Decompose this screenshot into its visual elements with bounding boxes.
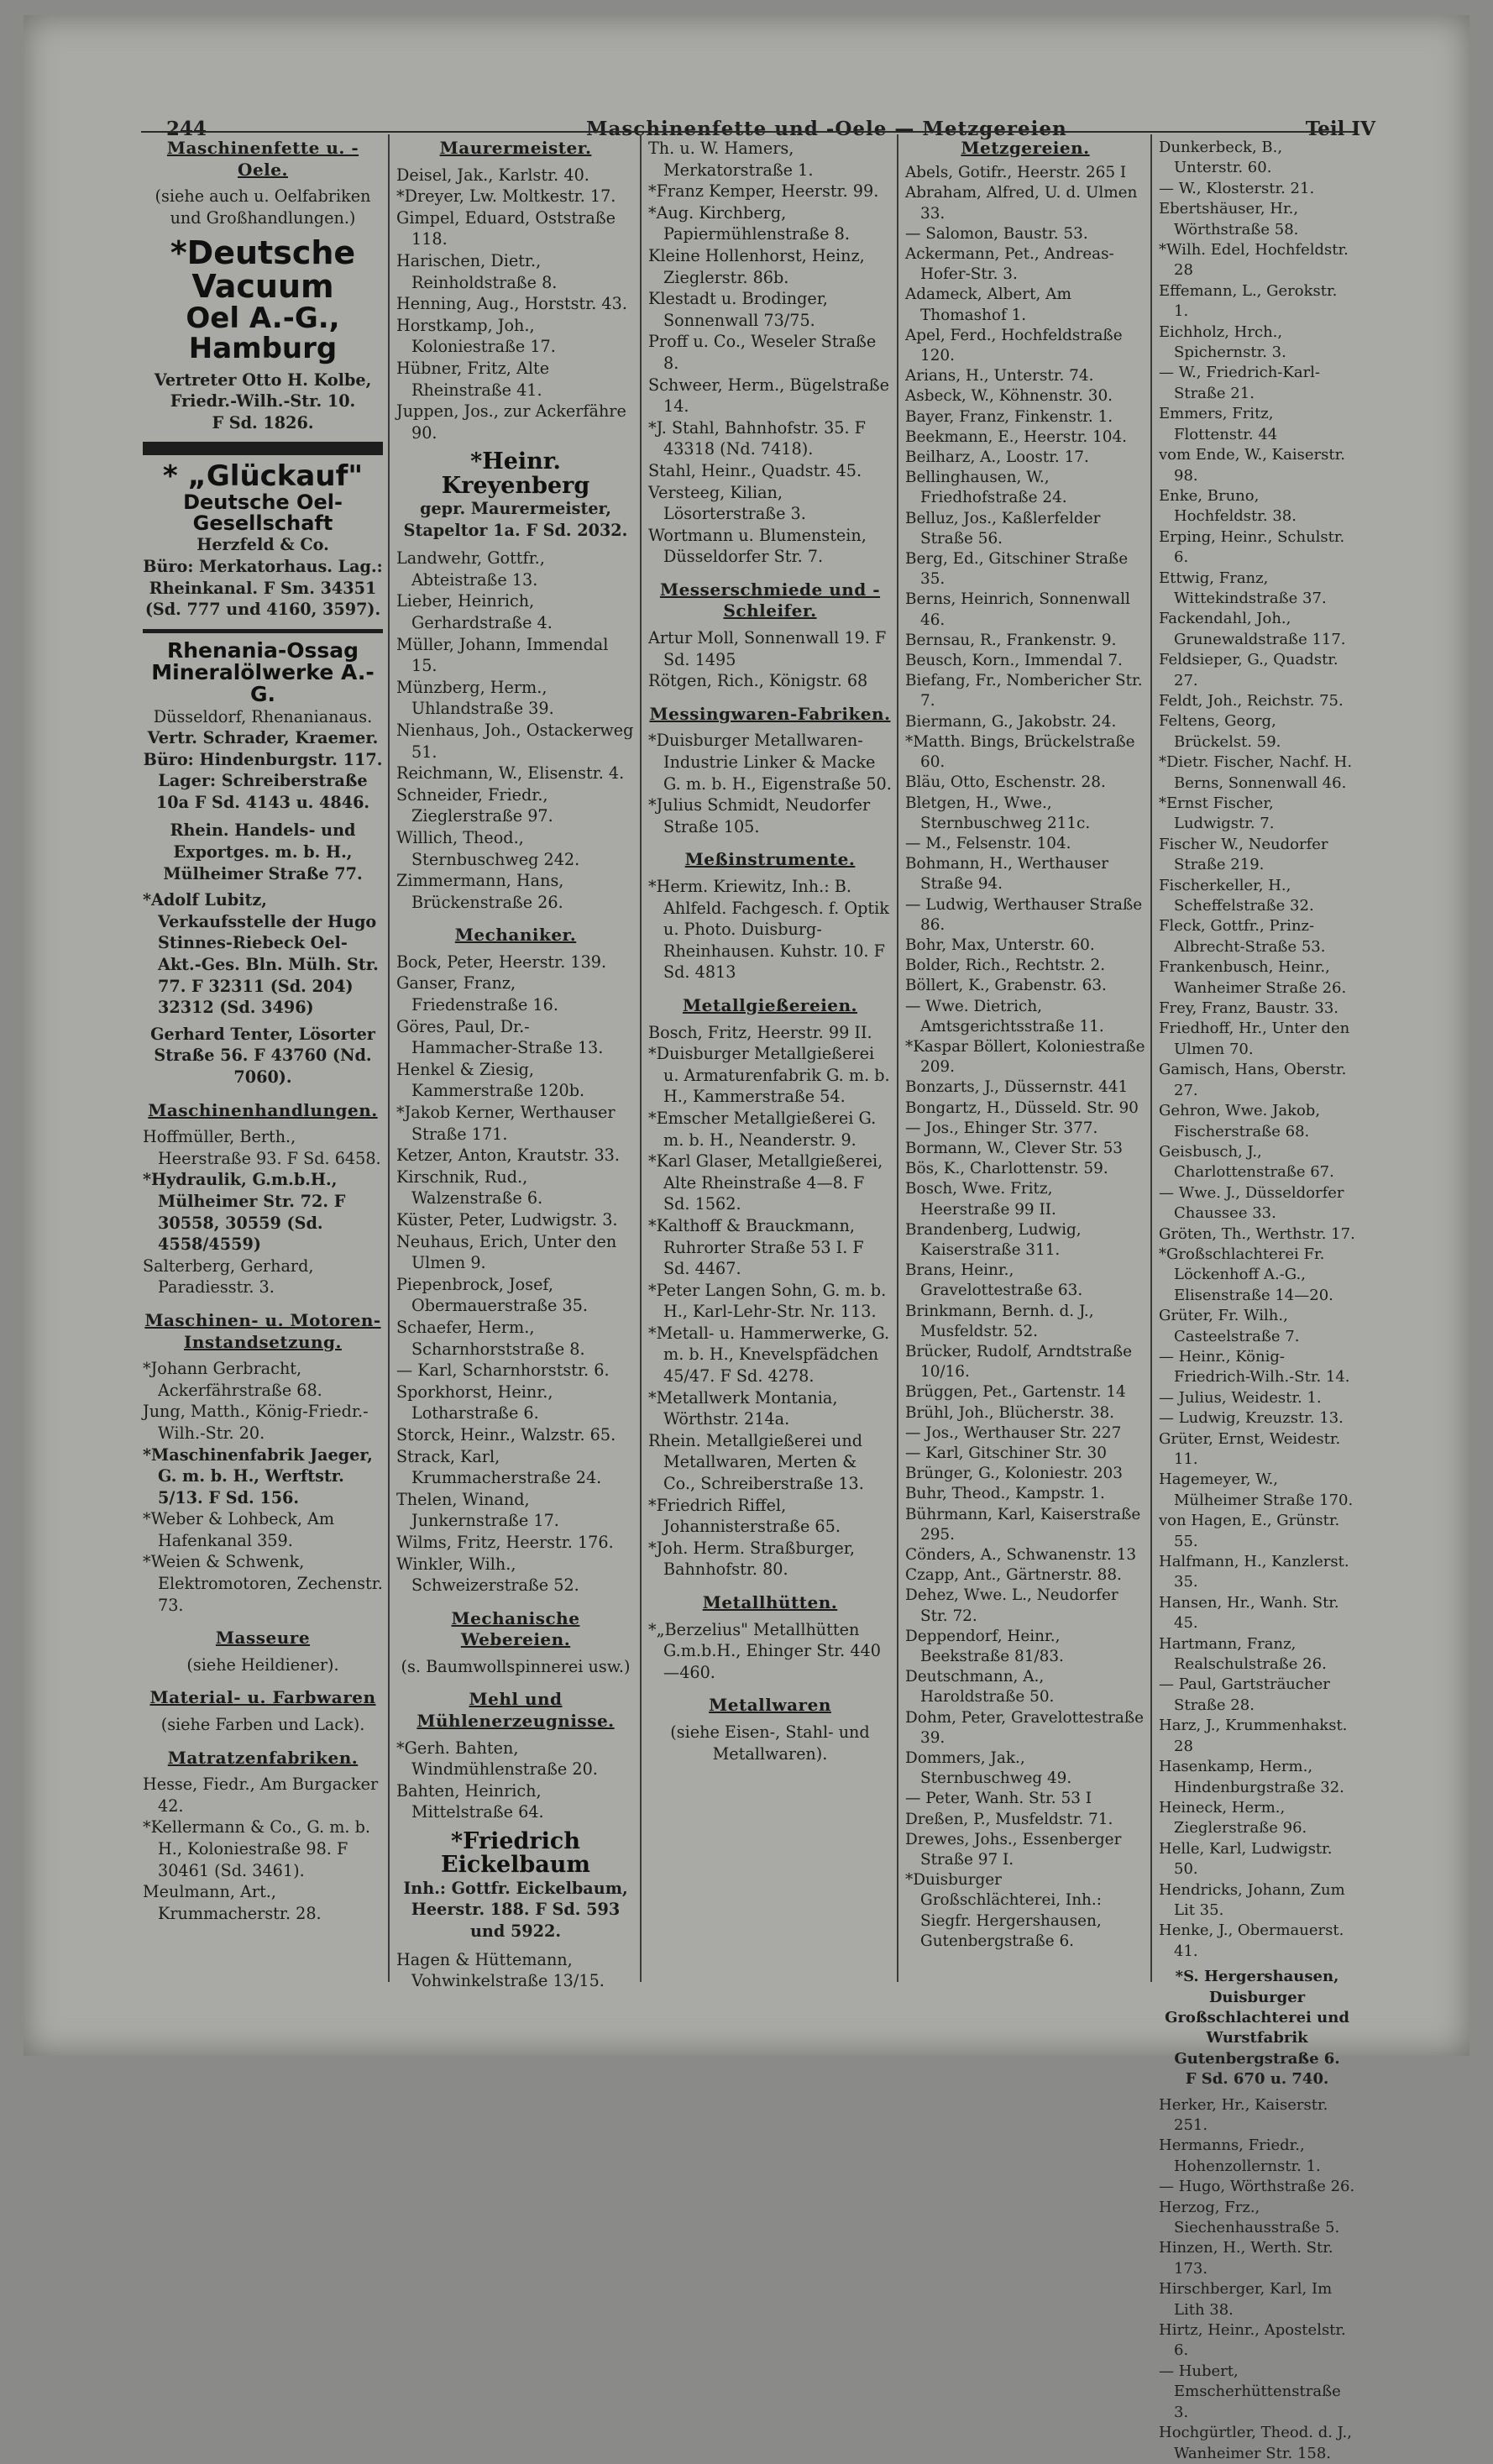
list-item: Gehron, Wwe. Jakob, Fischerstraße 68. bbox=[1159, 1102, 1321, 1140]
list-item: — Hugo, Wörthstraße 26. bbox=[1159, 2178, 1355, 2196]
list-item: Brünger, G., Koloniestr. 203 bbox=[905, 1465, 1123, 1483]
list-item: Gerhard Tenter, Lösorter Straße 56. F 43760 (Nd. 7060). bbox=[150, 1024, 375, 1087]
section-heading: Maschinenhandlungen. bbox=[148, 1099, 378, 1120]
list-item: *„Berzelius" Metallhütten G.m.b.H., Ehinger Str. 440—460. bbox=[648, 1619, 881, 1682]
entry-list bbox=[648, 138, 892, 568]
list-item: von Hagen, E., Grünstr. 55. bbox=[1159, 1512, 1340, 1550]
list-item: Deutschmann, A., Haroldstraße 50. bbox=[905, 1668, 1055, 1706]
entry-list bbox=[648, 1619, 892, 1684]
list-item: Berns, Heinrich, Sonnenwall 46. bbox=[905, 590, 1130, 629]
list-item: Buhr, Theod., Kampstr. 1. bbox=[905, 1485, 1105, 1503]
section-heading: Metallgießereien. bbox=[682, 994, 858, 1015]
list-item: Rhein. Metallgießerei und Metallwaren, Merten & Co., Schreiberstraße 13. bbox=[648, 1430, 864, 1494]
list-item: — Paul, Gartsträucher Straße 28. bbox=[1159, 1675, 1330, 1714]
section-heading: Material- u. Farbwaren bbox=[149, 1687, 376, 1708]
list-item: — Ludwig, Werthauser Straße 86. bbox=[905, 895, 1143, 934]
ad-text: Vertreter Otto H. Kolbe, Friedr.-Wilh.-Str. 10. bbox=[154, 370, 372, 412]
list-item: Nienhaus, Joh., Ostackerweg 51. bbox=[396, 720, 634, 762]
section-heading: Maurermeister. bbox=[439, 138, 592, 158]
list-item: *Herm. Kriewitz, Inh.: B. Ahlfeld. Fachgesch. f. Optik u. Photo. Duisburg-Rheinhausen. Kuhstr. 10. F Sd. 4813 bbox=[648, 877, 889, 983]
list-item: Münzberg, Herm., Uhlandstraße 39. bbox=[396, 677, 554, 719]
list-item: Hoffmüller, Berth., Heerstraße 93. F Sd. 6458. bbox=[143, 1127, 381, 1168]
list-item: Dreßen, P., Musfeldstr. 71. bbox=[905, 1810, 1113, 1828]
list-item: Hagen & Hüttemann, Vohwinkelstraße 13/15. bbox=[396, 1949, 605, 1991]
entry-list bbox=[396, 952, 635, 1596]
list-item: — Jos., Werthauser Str. 227 bbox=[905, 1423, 1122, 1442]
column-divider bbox=[897, 134, 898, 1982]
list-item: Beekmann, E., Heerstr. 104. bbox=[905, 427, 1128, 446]
list-item: Hermanns, Friedr., Hohenzollernstr. 1. bbox=[1159, 2136, 1321, 2175]
list-item: Grüter, Ernst, Weidestr. 11. bbox=[1159, 1429, 1341, 1468]
list-item: *Friedrich Riffel, Johannisterstraße 65. bbox=[648, 1495, 841, 1537]
list-item: *Ernst Fischer, Ludwigstr. 7. bbox=[1159, 794, 1275, 833]
list-item: *Weien & Schwenk, Elektromotoren, Zechenstr. 73. bbox=[143, 1552, 383, 1615]
list-item: Artur Moll, Sonnenwall 19. F Sd. 1495 bbox=[648, 628, 887, 669]
list-item: Hochgürtler, Theod. d. J., Wanheimer Str. 158. bbox=[1159, 2424, 1352, 2462]
list-item: Juppen, Jos., zur Ackerfähre 90. bbox=[396, 401, 626, 443]
entry-list bbox=[648, 730, 892, 837]
entry-list bbox=[1159, 138, 1355, 1962]
list-item: *Kellermann & Co., G. m. b. H., Koloniestraße 98. F 30461 (Sd. 3461). bbox=[143, 1817, 371, 1880]
list-item: — Heinr., König-Friedrich-Wilh.-Str. 14. bbox=[1159, 1347, 1350, 1387]
list-item: Fischer W., Neudorfer Straße 219. bbox=[1159, 835, 1328, 874]
list-item: *Maschinenfabrik Jaeger, G. m. b. H., Werftstr. 5/13. F Sd. 156. bbox=[143, 1444, 373, 1507]
list-item: Brüggen, Pet., Gartenstr. 14 bbox=[905, 1383, 1126, 1402]
list-item: Geisbusch, J., Charlottenstraße 67. bbox=[1159, 1142, 1334, 1182]
advertisement-glueckauf bbox=[143, 459, 383, 620]
section-heading: Metallhütten. bbox=[702, 1592, 838, 1612]
section-heading: Metzgereien. bbox=[961, 138, 1090, 158]
list-item: Hagemeyer, W., Mülheimer Straße 170. bbox=[1159, 1471, 1354, 1509]
list-item: Feltens, Georg, Brückelst. 59. bbox=[1159, 712, 1281, 751]
list-item: *Aug. Kirchberg, Papiermühlenstraße 8. bbox=[648, 202, 850, 244]
list-item: Bläu, Otto, Eschenstr. 28. bbox=[905, 773, 1106, 792]
list-item: Deppendorf, Heinr., Beekstraße 81/83. bbox=[905, 1627, 1064, 1666]
entry-list bbox=[648, 627, 892, 692]
list-item: Enke, Bruno, Hochfeldstr. 38. bbox=[1159, 486, 1297, 526]
ad-title: *Heinr. Kreyenberg bbox=[441, 448, 590, 499]
list-item: — Peter, Wanh. Str. 53 I bbox=[905, 1790, 1092, 1808]
section-heading: Maschinen- u. Motoren-Instandsetzung. bbox=[144, 1309, 381, 1352]
list-item: Bonzarts, J., Düssernstr. 441 bbox=[905, 1078, 1129, 1097]
list-item: Lieber, Heinrich, Gerhardstraße 4. bbox=[396, 591, 553, 632]
list-item: Hendricks, Johann, Zum Lit 35. bbox=[1159, 1880, 1345, 1919]
list-item: Bahten, Heinrich, Mittelstraße 64. bbox=[396, 1780, 544, 1822]
list-item: *Duisburger Großschlächterei, Inh.: Siegfr. Hergershausen, Gutenbergstraße 6. bbox=[905, 1871, 1102, 1950]
column-5 bbox=[1159, 138, 1355, 2462]
list-item: *Metallwerk Montania, Wörthstr. 214a. bbox=[648, 1387, 838, 1429]
list-item: *Franz Kemper, Heerstr. 99. bbox=[648, 181, 879, 202]
list-item: — Julius, Weidestr. 1. bbox=[1159, 1388, 1322, 1407]
list-item: Asbeck, W., Köhnenstr. 30. bbox=[905, 387, 1113, 406]
part-label: Teil IV bbox=[1305, 118, 1375, 140]
list-item: Ganser, Franz, Friedenstraße 16. bbox=[396, 973, 558, 1015]
list-item: Bös, K., Charlottenstr. 59. bbox=[905, 1160, 1108, 1178]
list-item: Thelen, Winand, Junkernstraße 17. bbox=[396, 1489, 559, 1531]
list-item: Abels, Gotifr., Heerstr. 265 I bbox=[905, 164, 1127, 182]
list-item: Schweer, Herm., Bügelstraße 14. bbox=[648, 375, 889, 417]
list-item: Winkler, Wilh., Schweizerstraße 52. bbox=[396, 1554, 579, 1596]
entry-list bbox=[396, 1738, 635, 1823]
list-item: Dunkerbeck, B., Unterstr. 60. bbox=[1159, 139, 1283, 177]
page-number: 244 bbox=[166, 118, 207, 140]
list-item: Czapp, Ant., Gärtnerstr. 88. bbox=[905, 1566, 1122, 1585]
advertisement-deutsche-vacuum bbox=[143, 234, 383, 433]
list-item: *Joh. Herm. Straßburger, Bahnhofstr. 80. bbox=[648, 1538, 855, 1580]
ad-title: Rhenania-Ossag bbox=[166, 637, 359, 663]
list-item: Th. u. W. Hamers, Merkatorstraße 1. bbox=[648, 139, 814, 180]
ad-text: Duisburger Großschlachterei und Wurstfabrik bbox=[1165, 1988, 1349, 2047]
list-item: *Kaspar Böllert, Koloniestraße 209. bbox=[905, 1037, 1145, 1077]
list-item: Frankenbusch, Heinr., Wanheimer Straße 26. bbox=[1159, 958, 1347, 997]
section-heading: Mehl und Mühlenerzeugnisse. bbox=[416, 1689, 615, 1732]
list-item: Rhein. Handels- und Exportges. m. b. H., Mülheimer Straße 77. bbox=[163, 820, 363, 883]
list-item: *Karl Glaser, Metallgießerei, Alte Rheinstraße 4—8. F Sd. 1562. bbox=[648, 1151, 883, 1214]
list-item: *Matth. Bings, Brückelstraße 60. bbox=[905, 732, 1135, 772]
ad-title: Mineralölwerke A.-G. bbox=[151, 660, 375, 707]
running-title: Maschinenfette und -Oele — Metzgereien bbox=[586, 118, 1067, 140]
section-heading: Meßinstrumente. bbox=[684, 849, 856, 870]
section-note: (siehe Eisen-, Stahl- und Metallwaren). bbox=[670, 1722, 870, 1764]
column-divider bbox=[388, 134, 390, 1982]
list-item: *Duisburger Metallgießerei u. Armaturenfabrik G. m. b. H., Kammerstraße 54. bbox=[648, 1044, 890, 1107]
list-item: Salterberg, Gerhard, Paradiesstr. 3. bbox=[143, 1256, 314, 1298]
list-item: — Hubert, Emscherhüttenstraße 3. bbox=[1159, 2362, 1341, 2421]
list-item: *J. Stahl, Bahnhofstr. 35. F 43318 (Nd. 7418). bbox=[648, 417, 866, 459]
list-item: Hirtz, Heinr., Apostelstr. 6. bbox=[1159, 2321, 1346, 2360]
ad-text: *S. Hergershausen, bbox=[1175, 1968, 1339, 1986]
list-item: *Hydraulik, G.m.b.H., Mülheimer Str. 72. F 30558, 30559 (Sd. 4558/4559) bbox=[143, 1170, 346, 1255]
list-item: Strack, Karl, Krummacherstraße 24. bbox=[396, 1446, 602, 1488]
list-item: Bletgen, H., Wwe., Sternbuschweg 211c. bbox=[905, 794, 1091, 832]
list-item: Wortmann u. Blumenstein, Düsseldorfer Str. 7. bbox=[648, 525, 867, 567]
list-item: Hesse, Fiedr., Am Burgacker 42. bbox=[143, 1775, 379, 1816]
list-item: Müller, Johann, Immendal 15. bbox=[396, 634, 609, 676]
list-item: *Metall- u. Hammerwerke, G. m. b. H., Knevelspfädchen 45/47. F Sd. 4278. bbox=[648, 1323, 890, 1387]
list-item: Ebertshäuser, Hr., Wörthstraße 58. bbox=[1159, 200, 1299, 239]
list-item: Göres, Paul, Dr.-Hammacher-Straße 13. bbox=[396, 1016, 604, 1058]
list-item: Bohmann, H., Werthauser Straße 94. bbox=[905, 855, 1109, 894]
list-item: Biefang, Fr., Nombericher Str. 7. bbox=[905, 672, 1143, 710]
list-item: — Ludwig, Kreuzstr. 13. bbox=[1159, 1409, 1344, 1428]
ad-text: Büro: Merkatorhaus. Lag.: Rheinkanal. F Sm. 34351 (Sd. 777 und 4160, 3597). bbox=[143, 556, 383, 620]
list-item: Bosch, Fritz, Heerstr. 99 II. bbox=[648, 1022, 872, 1042]
section-note: (siehe Heildiener). bbox=[186, 1654, 339, 1675]
column-1 bbox=[143, 138, 383, 2002]
list-item: Frey, Franz, Baustr. 33. bbox=[1159, 999, 1339, 1018]
list-item: Storck, Heinr., Walzstr. 65. bbox=[396, 1424, 616, 1444]
ad-title: *Deutsche Vacuum bbox=[170, 234, 356, 306]
list-item: Helle, Karl, Ludwigstr. 50. bbox=[1159, 1839, 1333, 1879]
list-item: Küster, Peter, Ludwigstr. 3. bbox=[396, 1210, 618, 1229]
column-4 bbox=[905, 138, 1145, 2002]
list-item: vom Ende, W., Kaiserstr. 98. bbox=[1159, 446, 1345, 485]
ad-text: Vertr. Schrader, Kraemer. Büro: Hindenburgstr. 117. Lager: Schreiberstraße 10a F Sd. 4143 u. 4846. bbox=[143, 728, 383, 812]
column-2 bbox=[396, 138, 635, 2002]
list-item: Rötgen, Rich., Königstr. 68 bbox=[648, 671, 868, 691]
list-item: *Duisburger Metallwaren-Industrie Linker & Macke G. m. b. H., Eigenstraße 50. bbox=[648, 731, 892, 794]
ad-text: Herzfeld & Co. bbox=[196, 535, 329, 555]
column-3 bbox=[648, 138, 892, 2002]
entry-list bbox=[905, 163, 1145, 1952]
list-item: Landwehr, Gottfr., Abteistraße 13. bbox=[396, 548, 545, 590]
list-item: *Kalthoff & Brauckmann, Ruhrorter Straße 53 I. F Sd. 4467. bbox=[648, 1215, 864, 1279]
list-item: Piepenbrock, Josef, Obermauerstraße 35. bbox=[396, 1274, 589, 1316]
list-item: Effemann, L., Gerokstr. 1. bbox=[1159, 281, 1338, 321]
entry-list bbox=[1159, 2095, 1355, 2464]
advertisement-eickelbaum bbox=[396, 1830, 635, 1942]
list-item: Fackendahl, Joh., Grunewaldstraße 117. bbox=[1159, 610, 1346, 648]
list-item: Bellinghausen, W., Friedhofstraße 24. bbox=[905, 469, 1067, 507]
list-item: Sporkhorst, Heinr., Lotharstraße 6. bbox=[396, 1381, 553, 1423]
list-item: Bohr, Max, Unterstr. 60. bbox=[905, 936, 1095, 954]
list-item: Fleck, Gottfr., Prinz-Albrecht-Straße 53. bbox=[1159, 917, 1326, 956]
list-item: Reichmann, W., Elisenstr. 4. bbox=[396, 763, 625, 784]
list-item: Halfmann, H., Kanzlerst. 35. bbox=[1159, 1553, 1349, 1591]
section-heading: Metallwaren bbox=[709, 1695, 831, 1716]
list-item: Feldt, Joh., Reichstr. 75. bbox=[1159, 691, 1344, 710]
ad-title: Oel A.-G., Hamburg bbox=[186, 301, 340, 365]
list-item: Meulmann, Art., Krummacherstr. 28. bbox=[143, 1882, 322, 1923]
list-item: Bolder, Rich., Rechtstr. 2. bbox=[905, 957, 1106, 975]
list-item: Friedhoff, Hr., Unter den Ulmen 70. bbox=[1159, 1020, 1350, 1058]
list-item: Biermann, G., Jakobstr. 24. bbox=[905, 712, 1117, 731]
list-item: Abraham, Alfred, U. d. Ulmen 33. bbox=[905, 184, 1138, 223]
ad-title: *Friedrich Eickelbaum bbox=[441, 1828, 590, 1879]
list-item: Bormann, W., Clever Str. 53 bbox=[905, 1139, 1123, 1157]
list-item: Emmers, Fritz, Flottenstr. 44 bbox=[1159, 405, 1278, 443]
list-item: Harischen, Dietr., Reinholdstraße 8. bbox=[396, 250, 558, 292]
entry-list bbox=[396, 165, 635, 444]
list-item: Gröten, Th., Werthstr. 17. bbox=[1159, 1224, 1355, 1243]
list-item: Willich, Theod., Sternbuschweg 242. bbox=[396, 827, 580, 869]
list-item: Bayer, Franz, Finkenstr. 1. bbox=[905, 407, 1113, 426]
entry-list bbox=[648, 876, 892, 983]
section-heading: Matratzenfabriken. bbox=[167, 1747, 359, 1768]
list-item: Herzog, Frz., Siechenhausstraße 5. bbox=[1159, 2198, 1340, 2237]
list-item: Berg, Ed., Gitschiner Straße 35. bbox=[905, 550, 1129, 589]
list-item: *Jakob Kerner, Werthauser Straße 171. bbox=[396, 1103, 616, 1144]
list-item: *Dietr. Fischer, Nachf. H. Berns, Sonnenwall 46. bbox=[1159, 753, 1353, 792]
list-item: Hübner, Fritz, Alte Rheinstraße 41. bbox=[396, 358, 550, 400]
list-item: Fischerkeller, H., Scheffelstraße 32. bbox=[1159, 876, 1314, 915]
list-item: Dohm, Peter, Gravelottestraße 39. bbox=[905, 1708, 1145, 1747]
list-item: Henke, J., Obermauerst. 41. bbox=[1159, 1921, 1344, 1960]
ad-text: F Sd. 1826. bbox=[212, 412, 314, 433]
list-item: Adameck, Albert, Am Thomashof 1. bbox=[905, 286, 1071, 324]
list-item: Gamisch, Hans, Oberstr. 27. bbox=[1159, 1061, 1347, 1099]
entry-list bbox=[648, 1022, 892, 1581]
list-item: Gimpel, Eduard, Oststraße 118. bbox=[396, 207, 616, 249]
list-item: — Wwe. Dietrich, Amtsgerichtsstraße 11. bbox=[905, 997, 1104, 1035]
list-item: Hirschberger, Karl, Im Lith 38. bbox=[1159, 2280, 1333, 2319]
list-item: — W., Klosterstr. 21. bbox=[1159, 179, 1315, 197]
section-heading: Messingwaren-Fabriken. bbox=[649, 703, 891, 724]
list-item: Brans, Heinr., Gravelottestraße 63. bbox=[905, 1261, 1083, 1300]
list-item: Ketzer, Anton, Krautstr. 33. bbox=[396, 1145, 620, 1166]
list-item: — W., Friedrich-Karl-Straße 21. bbox=[1159, 364, 1321, 402]
ad-separator-bar bbox=[143, 629, 383, 633]
list-item: Beusch, Korn., Immendal 7. bbox=[905, 652, 1123, 670]
list-item: Bongartz, H., Düsseld. Str. 90 bbox=[905, 1098, 1139, 1117]
entry-list bbox=[396, 548, 635, 913]
list-item: Bührmann, Karl, Kaiserstraße 295. bbox=[905, 1505, 1141, 1544]
list-item: *Großschlachterei Fr. Löckenhoff A.-G., Elisenstraße 14—20. bbox=[1159, 1245, 1333, 1304]
list-item: Brandenberg, Ludwig, Kaiserstraße 311. bbox=[905, 1220, 1082, 1259]
list-item: Belluz, Jos., Kaßlerfelder Straße 56. bbox=[905, 509, 1101, 548]
list-item: *Dreyer, Lw. Moltkestr. 17. bbox=[396, 186, 616, 207]
list-item: Zimmermann, Hans, Brückenstraße 26. bbox=[396, 871, 564, 912]
list-item: — M., Felsenstr. 104. bbox=[905, 834, 1071, 852]
list-item: Klestadt u. Brodinger, Sonnenwall 73/75. bbox=[648, 289, 828, 330]
list-item: Jung, Matth., König-Friedr.-Wilh.-Str. 20. bbox=[143, 1402, 369, 1443]
list-item: Deisel, Jak., Karlstr. 40. bbox=[396, 165, 589, 185]
list-item: Hasenkamp, Herm., Hindenburgstraße 32. bbox=[1159, 1758, 1344, 1796]
list-item: Apel, Ferd., Hochfeldstraße 120. bbox=[905, 326, 1123, 365]
section-note: (siehe auch u. Oelfabriken und Großhandlungen.) bbox=[155, 186, 371, 228]
section-note: (s. Baumwollspinnerei usw.) bbox=[401, 1656, 631, 1676]
list-item: Henning, Aug., Horststr. 43. bbox=[396, 294, 627, 314]
list-item: Schaefer, Herm., Scharnhorststraße 8. bbox=[396, 1317, 585, 1359]
advertisement-hergershausen bbox=[1159, 1967, 1355, 2089]
list-item: Kirschnik, Rud., Walzenstraße 6. bbox=[396, 1166, 543, 1208]
list-item: *Adolf Lubitz, Verkaufsstelle der Hugo Stinnes-Riebeck Oel-Akt.-Ges. Bln. Mülh. Str. 77. F 32311 (Sd. 204) 32312 (Sd. 3496) bbox=[143, 890, 379, 1018]
list-item: Beilharz, A., Loostr. 17. bbox=[905, 448, 1089, 467]
list-item: — Salomon, Baustr. 53. bbox=[905, 224, 1088, 243]
ad-separator-bar bbox=[143, 442, 383, 455]
ad-title: * „Glückauf" bbox=[162, 459, 364, 494]
list-item: Drewes, Johs., Essenberger Straße 97 I. bbox=[905, 1830, 1122, 1869]
advertisement-rhenania-ossag bbox=[143, 637, 383, 814]
ad-text: gepr. Maurermeister, Stapeltor 1a. F Sd. 2032. bbox=[403, 499, 628, 540]
ad-text: F Sd. 670 u. 740. bbox=[1185, 2070, 1329, 2089]
list-item: *Julius Schmidt, Neudorfer Straße 105. bbox=[648, 795, 871, 836]
list-item: Bock, Peter, Heerstr. 139. bbox=[396, 952, 607, 972]
list-item: Kleine Hollenhorst, Heinz, Zieglerstr. 86b. bbox=[648, 245, 865, 287]
list-item: Hinzen, H., Werth. Str. 173. bbox=[1159, 2239, 1333, 2278]
entry-list bbox=[396, 1949, 635, 1992]
list-item: Bosch, Wwe. Fritz, Heerstraße 99 II. bbox=[905, 1180, 1056, 1219]
list-item: Brinkmann, Bernh. d. J., Musfeldstr. 52. bbox=[905, 1302, 1094, 1340]
section-heading: Messerschmiede und -Schleifer. bbox=[659, 579, 881, 621]
list-item: Brücker, Rudolf, Arndtstraße 10/16. bbox=[905, 1342, 1133, 1381]
list-item: Proff u. Co., Weseler Straße 8. bbox=[648, 332, 877, 373]
list-item: *Wilh. Edel, Hochfeldstr. 28 bbox=[1159, 241, 1349, 280]
list-item: Wilms, Fritz, Heerstr. 176. bbox=[396, 1532, 614, 1552]
list-item: Bernsau, R., Frankenstr. 9. bbox=[905, 631, 1117, 649]
list-item: *Johann Gerbracht, Ackerfährstraße 68. bbox=[143, 1359, 322, 1400]
list-item: Schneider, Friedr., Zieglerstraße 97. bbox=[396, 784, 553, 826]
ad-text: Düsseldorf, Rhenanianaus. bbox=[153, 706, 373, 726]
list-item: Heineck, Herm., Zieglerstraße 96. bbox=[1159, 1798, 1307, 1838]
list-item: — Karl, Gitschiner Str. 30 bbox=[905, 1444, 1107, 1462]
list-item: Versteeg, Kilian, Lösorterstraße 3. bbox=[648, 482, 806, 524]
list-item: *Emscher Metallgießerei G. m. b. H., Neanderstr. 9. bbox=[648, 1108, 877, 1150]
list-item: Grüter, Fr. Wilh., Casteelstraße 7. bbox=[1159, 1307, 1300, 1345]
list-item: Horstkamp, Joh., Koloniestraße 17. bbox=[396, 315, 556, 357]
list-item: Dommers, Jak., Sternbuschweg 49. bbox=[905, 1749, 1072, 1788]
list-item: *Gerh. Bahten, Windmühlenstraße 20. bbox=[396, 1738, 598, 1780]
ad-text: Inh.: Gottfr. Eickelbaum, Heerstr. 188. F Sd. 593 und 5922. bbox=[403, 1878, 628, 1941]
list-item: Böllert, K., Grabenstr. 63. bbox=[905, 977, 1107, 995]
list-item: Feldsieper, G., Quadstr. 27. bbox=[1159, 651, 1338, 689]
section-note: (siehe Farben und Lack). bbox=[160, 1715, 365, 1735]
list-item: Ettwig, Franz, Wittekindstraße 37. bbox=[1159, 569, 1327, 607]
section-heading: Maschinenfette u. -Oele. bbox=[166, 138, 359, 180]
list-item: Hartmann, Franz, Realschulstraße 26. bbox=[1159, 1634, 1327, 1674]
list-item: — Karl, Scharnhorststr. 6. bbox=[396, 1360, 610, 1381]
list-item: — Jos., Ehinger Str. 377. bbox=[905, 1119, 1098, 1137]
list-item: Erping, Heinr., Schulstr. 6. bbox=[1159, 527, 1345, 567]
section-heading: Mechanische Webereien. bbox=[451, 1607, 580, 1650]
list-item: Neuhaus, Erich, Unter den Ulmen 9. bbox=[396, 1231, 617, 1273]
section-heading: Masseure bbox=[215, 1628, 311, 1649]
ad-title: Deutsche Oel-Gesellschaft bbox=[183, 490, 343, 536]
list-item: *Weber & Lohbeck, Am Hafenkanal 359. bbox=[143, 1509, 335, 1550]
list-item: Dehez, Wwe. L., Neudorfer Str. 72. bbox=[905, 1586, 1118, 1625]
list-item: Herker, Hr., Kaiserstr. 251. bbox=[1159, 2095, 1328, 2134]
list-item: Hansen, Hr., Wanh. Str. 45. bbox=[1159, 1593, 1339, 1633]
list-item: Henkel & Ziesig, Kammerstraße 120b. bbox=[396, 1059, 585, 1101]
list-item: Harz, J., Krummenhakst. 28 bbox=[1159, 1717, 1348, 1755]
column-divider bbox=[640, 134, 642, 1982]
list-item: Cönders, A., Schwanenstr. 13 bbox=[905, 1546, 1137, 1565]
section-heading: Mechaniker. bbox=[454, 925, 577, 946]
list-item: Brühl, Joh., Blücherstr. 38. bbox=[905, 1403, 1114, 1422]
list-item: — Wwe. J., Düsseldorfer Chaussee 33. bbox=[1159, 1183, 1344, 1223]
header-rule bbox=[141, 131, 1354, 133]
ad-text: Gutenbergstraße 6. bbox=[1174, 2049, 1340, 2068]
list-item: Arians, H., Unterstr. 74. bbox=[905, 367, 1094, 385]
column-divider bbox=[1150, 134, 1152, 1982]
list-item: Stahl, Heinr., Quadstr. 45. bbox=[648, 460, 862, 480]
list-item: Eichholz, Hrch., Spichernstr. 3. bbox=[1159, 322, 1286, 362]
list-item: Ackermann, Pet., Andreas-Hofer-Str. 3. bbox=[905, 245, 1114, 284]
advertisement-kreyenberg bbox=[396, 450, 635, 541]
list-item: *Peter Langen Sohn, G. m. b. H., Karl-Lehr-Str. Nr. 113. bbox=[648, 1280, 887, 1322]
